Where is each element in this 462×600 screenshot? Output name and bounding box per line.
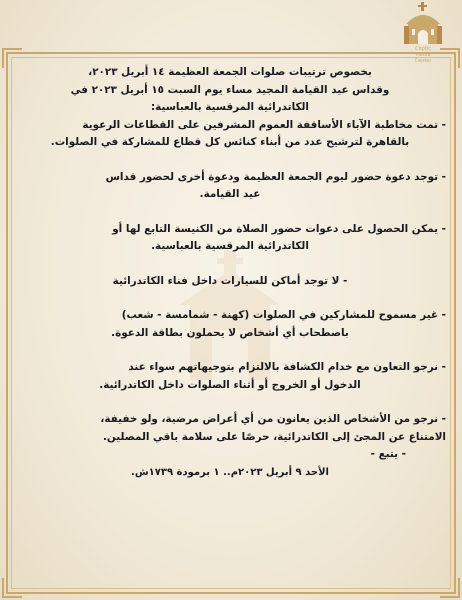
instruction-line: - لا توجد أماكن للسيارات داخل فناء الكاتدرائية <box>112 274 348 287</box>
instruction-line: الامتناع عن المجئ إلى الكاتدرائية، حرصًا على سلامة باقي المصلين. <box>102 430 446 443</box>
to-be-continued-label: - يتبع - <box>370 448 406 460</box>
corner-ornament <box>2 578 22 598</box>
issue-date: الأحد ٩ أبريل ٢٠٢٣م.. ١ برمودة ١٧٣٩ش. <box>131 466 329 478</box>
instruction-line: الكاتدرائية المرقسية بالعباسية. <box>151 240 309 252</box>
logo-caption-line: Coptic <box>415 46 431 52</box>
instruction-item <box>14 359 446 394</box>
instruction-line: بالقاهرة لترشيح عدد من أبناء كنائس كل قطاع للمشاركة في الصلوات. <box>50 136 410 148</box>
instruction-item <box>14 307 446 342</box>
instruction-item <box>14 221 446 256</box>
instruction-line: باصطحاب أي أشخاص لا يحملون بطاقة الدعوة. <box>111 326 349 339</box>
instruction-line: الدخول أو الخروج أو أثناء الصلوات داخل الكاتدرائية. <box>99 378 361 391</box>
intro-line: بخصوص ترتيبات صلوات الجمعة العظيمة ١٤ أبريل ٢٠٢٣، <box>88 66 372 78</box>
instruction-line: عيد القيامة. <box>199 188 261 200</box>
instruction-line: - تمت مخاطبة الآباء الأساقفة العموم المشرفين على القطاعات الرعوية <box>82 118 446 131</box>
instruction-line: - نرجو من الأشخاص الذين يعانون من أي أعراض مرضية، ولو خفيفة، <box>100 413 446 425</box>
intro-line: وقداس عيد القيامة المجيد مساء يوم السبت ١٥ أبريل ٢٠٢٣ في <box>70 83 390 96</box>
intro-paragraph <box>14 64 446 117</box>
logo-caption-line: Center <box>414 58 432 64</box>
instruction-item <box>14 117 446 152</box>
instruction-line: - نرجو التعاون مع خدام الكشافة بالالتزام بتوجيهاتهم سواء عند <box>128 361 446 373</box>
instruction-line: - توجد دعوة حضور ليوم الجمعة العظيمة ودعوة أخرى لحضور قداس <box>105 170 446 183</box>
coptic-media-center-logo <box>392 2 454 66</box>
instruction-item <box>14 169 446 204</box>
church-logo-icon <box>400 2 446 46</box>
corner-ornament <box>440 578 460 598</box>
instruction-item <box>14 273 446 291</box>
statement-body <box>14 64 446 481</box>
logo-caption-line: Media <box>415 52 431 58</box>
instruction-item <box>14 411 446 446</box>
intro-line: الكاتدرائية المرقسية بالعباسية: <box>151 101 309 113</box>
instruction-line: - غير مسموح للمشاركين في الصلوات (كهنة - شمامسة - شعب) <box>121 309 446 321</box>
instruction-line: - يمكن الحصول على دعوات حضور الصلاة من الكنيسة التابع لها أو <box>112 222 446 235</box>
